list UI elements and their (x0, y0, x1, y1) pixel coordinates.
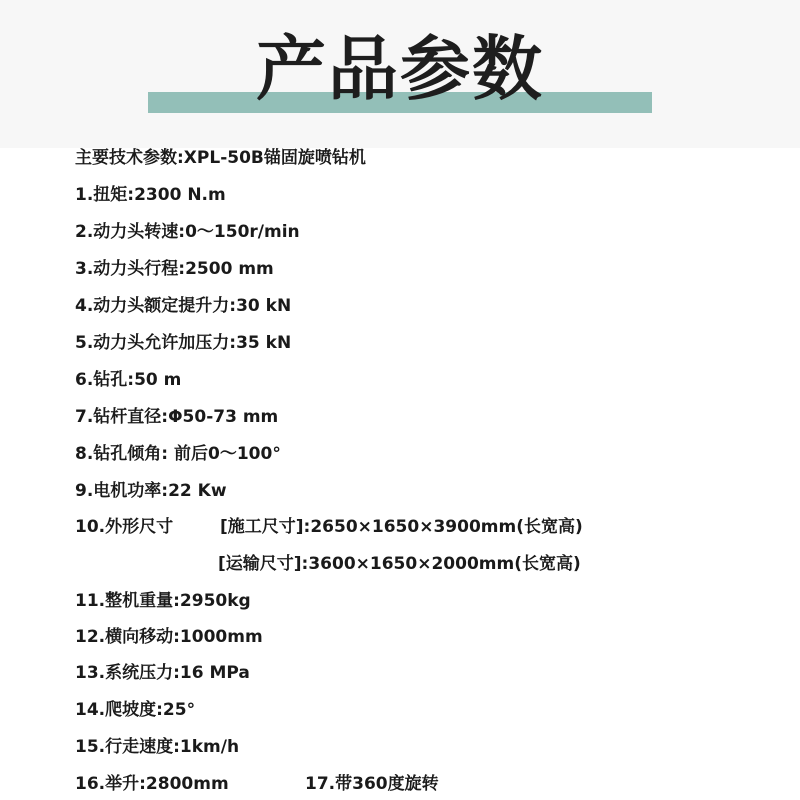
spec-item-construction-size: [施工尺寸]:2650×1650×3900mm(长宽高) (220, 517, 583, 537)
spec-item-transport-size: [运输尺寸]:3600×1650×2000mm(长宽高) (218, 554, 581, 574)
spec-item-drilling-depth: 6.钻孔:50 m (75, 370, 182, 390)
spec-item-drill-angle: 8.钻孔倾角: 前后0～100° (75, 444, 281, 464)
spec-item-dimensions-label: 10.外形尺寸 (75, 517, 174, 537)
spec-item-lateral-move: 12.横向移动:1000mm (75, 627, 263, 647)
spec-item-rotation: 17.带360度旋转 (305, 774, 439, 794)
spec-item-gradeability: 14.爬坡度:25° (75, 700, 196, 720)
spec-item-rotation-speed: 2.动力头转速:0～150r/min (75, 222, 300, 242)
spec-item-system-pressure: 13.系统压力:16 MPa (75, 663, 250, 683)
spec-item-motor-power: 9.电机功率:22 Kw (75, 481, 227, 501)
spec-heading: 主要技术参数:XPL-50B锚固旋喷钻机 (75, 148, 366, 168)
spec-item-travel-speed: 15.行走速度:1km/h (75, 737, 240, 757)
spec-item-stroke: 3.动力头行程:2500 mm (75, 259, 274, 279)
spec-item-torque: 1.扭矩:2300 N.m (75, 185, 226, 205)
spec-item-pressure-force: 5.动力头允许加压力:35 kN (75, 333, 292, 353)
spec-item-weight: 11.整机重量:2950kg (75, 591, 251, 611)
page-title: 产品参数 (256, 28, 544, 110)
spec-item-rod-diameter: 7.钻杆直径:Φ50-73 mm (75, 407, 279, 427)
spec-item-lifting-force: 4.动力头额定提升力:30 kN (75, 296, 292, 316)
spec-item-lift: 16.举升:2800mm (75, 774, 229, 794)
